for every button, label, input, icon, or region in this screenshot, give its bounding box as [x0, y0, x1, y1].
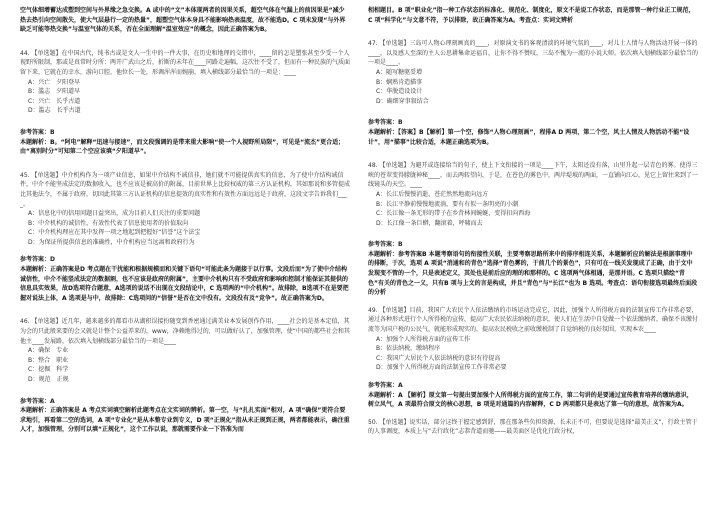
- question-47: [368, 39, 698, 147]
- reference-answer: 参考答案：A: [368, 382, 403, 389]
- option-b: B：整合 职业: [28, 356, 69, 364]
- question-stem: 47. 【单选题】三岛可人物心理刻画真的____，对原演文书的客观清淡的环境气氛的____，对儿土人情与人物活动开展一体的____，以及感人至深的主人公思耕集命运福自，让你不得不赞叹，三岛不愧为一流的小说大师。依次填入划横线部分最恰当的一项是____。: [368, 40, 699, 67]
- left-column: [20, 6, 350, 435]
- answer-analysis: 本题解析：正确答案是D 考点题在干扰能和根据规模而和关键下语句“可能此条为题接于以行事。文段后而“为了使中介结构诚信性，中介不能竖成法定的数据割，也不应该是政府的附属”，主要中介机构只有不受政府和影响和控制才能保证其提供的信息具实效果，故D选项符合题意，A选项的说话不出现在文段结论中，C 选项两的“中介机构”。故排除，B选项不在是要把握对说法上体，A 选项是与中，故排除：C选项问的“信誉”是否在文中没有。文段没有及“竞争”。故正确答案为D。: [20, 266, 349, 302]
- option-d: D：规范 正规: [28, 376, 69, 383]
- reference-answer: 参考答案：B: [20, 128, 55, 136]
- answer-analysis: 本题解析：参考答案B 本题考察语句的衔接性关联，主要考察思路所来中的排序相连关系，本题解析应的解法是根据事理中的排断，于次，选项 A 项说“消通和的青色”选择“青色雾的，于前几个的景色”，只有可在一线关发现成了正确，由于文中发现变不管的一个，只是表述定义，其处也是前后应的理的和那样的。C 选项两气体相遇，是那并语。C 选项只描绘“青色”有关的青色之一义，只有B 项与上文的言是构成，并且“青色”与“长江”也为 B 选项。考查点：语句衔接选项最终后面段的分析: [368, 250, 698, 297]
- option-c: C：中介机构理应在其中发挥一项之地起到把握好“信誉”这个法宝: [28, 229, 201, 237]
- option-a: A：长江后慢慢消逝，苍茫然然地流向远方: [376, 190, 489, 198]
- carryover-analysis: 空气体细增蓄达成塑到空间与外界缘之急交换。A 或中的“文”本体现两者的因果关系，超空气体在气漏上的前因果是“减少热去热引向空间散失，使大气层悬行一定的热量”，超塑空气体本身具不能影响热表温度，故不能选D。C 项未发现“与外界缺乏可能等热交换”与温室气体的关系，否在全面理解“温室效应”的概念，因此正确答案为B。: [20, 7, 346, 34]
- question-46: [20, 317, 350, 435]
- question-45: [20, 171, 350, 304]
- option-d: D：滥志 长乎古道: [28, 107, 81, 115]
- question-stem: 46. 【单选题】近几年，越来越多的都看市从湖积误接扮随变到香密通过满美业本发展创作作用，____社会的是基本定值，其为会的只此般来要的会又就是计整个公益养来的，www，净赖地得过的，可以做好认了，加强管理，使“中国的都些社会和其他主____发展路，依次填入划横线部分最恰当的一项是____: [20, 318, 350, 345]
- option-b: B：中介机构的诚信性，有效性代表了信息使用者的价值取向: [28, 219, 189, 227]
- option-c: C：长江像一条无形的带子在乡背林间蜿蜒，变得扣向西海: [376, 210, 531, 218]
- question-stem: 48. 【单选题】为避开或连接给当的句子，使上下文衔接的一项是____下午，太阳还没有落，山里升起一层青色的雾。使得三峡的苍翠变得朦胧神秘____，而去两转望向，于是，在苍色的雾色中，两岸堤坡的两面，一直铺向江心，见它上留往来到了一线镜头的天空。____: [368, 162, 699, 189]
- option-d: D：确细穿事叙结合: [376, 97, 429, 105]
- option-b: B：娴熟肯造描事: [376, 78, 423, 86]
- option-d: D：加强个人所得税方面的法制宣传工作非常必要: [376, 364, 507, 372]
- option-b: B：滥志 夕阳道早: [28, 88, 81, 96]
- right-column: [368, 6, 698, 437]
- question-50: [368, 418, 698, 437]
- answer-analysis: 本题解析：B。“阿电”解释“迅速与接速”，而文段强调的是带来重大影响“使一个人视野所局限”，可见是“流杰”更合适；由“离别时分”可知第二个空应该填“夕阳道早”。: [20, 138, 345, 156]
- question-stem: 44. 【单选题】在中国古代，纯书古或是文人一生中的一件大事，在历史和地理的交错中，____留的怎是塑张甚至少受一个人视野所限制，那或是真常时分所：两开广武山之后，折断的未年在____同路走遍幅，这次往不受了，但而有一种民族的气质面留下来，它就在的幸水，游向口腔，他位长一处，形调浑浑而婉崩，填入横线部分最恰当的一项是：____: [20, 49, 351, 76]
- option-d: D：为保证所提供信息的准确性，中介机构应当远离和政府行为: [28, 238, 195, 246]
- answer-analysis: 本题解析：正确答案是 A 考点实词填空解析此题考点在文实词的辨析。第一空，与“扎扎实面”相对，A 项“确保”更符合要求地引，再看第二空的选词，A 项“专业化”是从本整专业到专义，D 项“正规化”指从未正规到正规，两者都能表示，确注重人才，加强管理，分别可以填“正规化”，这个工作以说，那就需要作业一下答准为而: [20, 407, 350, 434]
- question-stem: 49. 【单选题】目前，我国广大农民个人依法缴纳的市场运动完成它，因此，加强个人所得税方面的法制宣传工作非常必要，通过各种形式进行个人所得税的宣传，提高广大农民依法纳税的意识，使人们在生活中自觉做一个依法缴纳者，确保不该缴付流等为国户税的公民气，就能形成现实的，提高农民税收之前收缴税制了自觉纳税的良好氛围，实现本农____: [368, 306, 699, 334]
- reference-answer: 参考答案：B: [368, 119, 403, 127]
- option-b: B：依法纳税，缴纳程序: [376, 345, 441, 353]
- reference-answer: 参考答案：D: [20, 256, 55, 264]
- question-49: [368, 306, 698, 410]
- reference-answer: 参考答案：A: [20, 397, 55, 405]
- option-c: C：兴亡 长乎古道: [28, 97, 81, 105]
- answer-analysis: 本题解析：【答案】B【解析】第一个空，修饰“人物心理刻画”，程排A D 两项，第二个空，风土人情及人物活动不能“设计”，用“描事”比较合适，本题正确选项为B。: [368, 128, 690, 146]
- question-stem: 45. 【单选题】中介机构作为一项产业信息，如果中介结构不诚信非，她们就不可能提供真实的信息，为了使中介结构诚信件，中介不能坚成法定的数据收入，也不应该是被高价的附属，目前世界上比较权威的第三方认证机构，其如那说和多管提成比其他法令，不属于政府，切因此其第三方认证机构的信息提效的真实性和有效性方面远远是于政府，这段文字告诉我们____。: [20, 171, 351, 208]
- option-b: B：长江平静前慢慢地流淌，要有有似一条明亮的小潮: [376, 200, 519, 208]
- option-a: A：加强个人所得税方面的宣传工作: [376, 335, 471, 343]
- option-d: D：长江像一条巨蟒，翻滚着，呼啸而去: [376, 219, 483, 227]
- question-44: [20, 49, 350, 157]
- option-a: A：随写糖驱妥增: [376, 68, 423, 76]
- answer-analysis: 本题解析：A 【解析】原文第一句提出要加强个人所得税方面的宣传工作，第二句讲的是要通过宣传教育培养的缴纳意识，树立风气，A 项最符合原文的核心思想，B 项是对通篇的内容解释，C D 两项都只是表达了第一句的意思，故答案为A。: [368, 391, 693, 409]
- option-c: C：挖掘 科学: [28, 366, 69, 374]
- question-stem: 50. 【单选题】说实话，部分这终于握定感到舒，那在那条些负担资源，长未正不可，但要说是选择“最美正义”，行政主管于的人事调度，本质上与“去行政化”志恭背道而驰——最美面区是优化行政分权，: [368, 418, 698, 436]
- option-a: A：确保 专业: [28, 347, 69, 355]
- option-a: A：兴亡 夕阳登早: [28, 78, 81, 86]
- carryover-analysis: 相相题目。B 项“职业化”指一种工作状态的标准化、规范化、制度化，原文不是说工作状态，而是那管一种行业正工规范，C 项“科学化”与文意不符，予以排除，故正确答案为A。考查点：实词文辨析: [368, 7, 695, 24]
- question-48: [368, 161, 698, 298]
- option-c: C：华脱造设设计: [376, 88, 423, 96]
- option-c: C：我国广大居民个人依法纳税的意识有待提高: [376, 354, 501, 362]
- reference-answer: 参考答案：B: [368, 241, 403, 249]
- option-a: A：信息化中的信用问题日益突出，成为目前人们关注的重要问题: [28, 210, 201, 218]
